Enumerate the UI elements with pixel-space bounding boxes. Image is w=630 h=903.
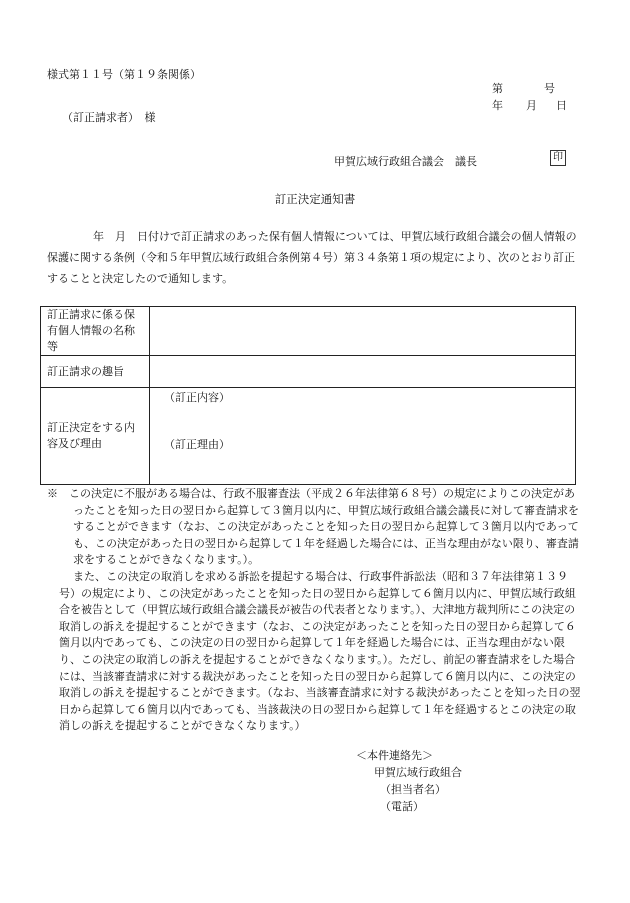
row-value-request-purpose bbox=[150, 356, 576, 388]
appeal-notice bbox=[47, 486, 583, 735]
correction-content-label: （訂正内容） bbox=[164, 391, 230, 404]
number-label-suffix: 号 bbox=[544, 82, 555, 95]
recipient-line: （訂正請求者） 様 bbox=[62, 111, 156, 124]
table-row bbox=[41, 307, 576, 356]
body-paragraph bbox=[47, 226, 583, 289]
row-label-info-name: 訂正請求に係る保有個人情報の名称等 bbox=[41, 307, 150, 356]
row-label-request-purpose: 訂正請求の趣旨 bbox=[41, 356, 150, 388]
contact-organization: 甲賀広域行政組合 bbox=[374, 766, 462, 779]
number-label-prefix: 第 bbox=[492, 82, 503, 95]
document-number-line bbox=[492, 80, 555, 96]
date-year-label: 年 bbox=[492, 99, 503, 112]
date-line bbox=[492, 97, 567, 113]
sender-line: 甲賀広域行政組合議会 議長 bbox=[334, 155, 477, 168]
row-value-info-name bbox=[150, 307, 576, 356]
notice-paragraph-lawsuit: また、この決定の取消しを求める訴訟を提起する場合は、行政事件訴訟法（昭和３７年法律第１３９号）の規定により、この決定があったことを知った日の翌日から起算して６箇月以内に、甲賀広域行政組合を被告として（甲賀広域行政組合議会議長が被告の代表者となります。）、大津地方裁判所にこの決定の取消しの訴えを提起することができます（なお、この決定があったことを知った日の翌日から起算して６箇月以内であっても、この決定の日の翌日から起算して１年を経過した場合には、正当な理由がない限り、この決定の取消しの訴えを提起することができなくなります。）。ただし、前記の審査請求をした場合には、当該審査請求に対する裁決があったことを知った日の翌日から起算して６箇月以内に、この決定の取消しの訴えを提起することができます。（なお、当該審査請求に対する裁決があったことを知った日の翌日から起算して６箇月以内であっても、当該裁決の日の翌日から起算して１年を経過するとこの決定の取消しの訴えを提起することができなくなります。） bbox=[59, 569, 581, 733]
contact-person: （担当者名） bbox=[380, 783, 446, 796]
detail-table bbox=[40, 306, 576, 485]
document-title: 訂正決定通知書 bbox=[274, 192, 356, 206]
table-row bbox=[41, 356, 576, 388]
date-month-label: 月 bbox=[526, 99, 537, 112]
seal-mark: 印 bbox=[550, 150, 566, 166]
row-value-decision-content bbox=[150, 388, 576, 485]
row-label-decision-content: 訂正決定をする内容及び理由 bbox=[41, 388, 150, 485]
contact-phone: （電話） bbox=[380, 800, 424, 813]
body-paragraph-text: 年 月 日付けで訂正請求のあった保有個人情報については、甲賀広域行政組合議会の個人情報の保護に関する条例（令和５年甲賀広域行政組合条例第４号）第３４条第１項の規定により、次のとおり訂正することと決定したので通知します。 bbox=[47, 230, 577, 285]
table-row bbox=[41, 388, 576, 485]
notice-paragraph-review: ※ この決定に不服がある場合は、行政不服審査法（平成２６年法律第６８号）の規定によりこの決定があったことを知った日の翌日から起算して３箇月以内に、甲賀広域行政組合議会議長に対して審査請求をすることができます（なお、この決定があったことを知った日の翌日から起算して３箇月以内であっても、この決定があった日の翌日から起算して１年を経過した場合には、正当な理由がない限り、審査請求をすることができなくなります。）。 bbox=[47, 487, 579, 567]
contact-heading: ＜本件連絡先＞ bbox=[356, 749, 433, 762]
date-day-label: 日 bbox=[556, 99, 567, 112]
contact-block bbox=[356, 747, 462, 815]
form-number: 様式第１１号（第１９条関係） bbox=[47, 68, 201, 81]
correction-reason-label: （訂正理由） bbox=[164, 438, 230, 451]
